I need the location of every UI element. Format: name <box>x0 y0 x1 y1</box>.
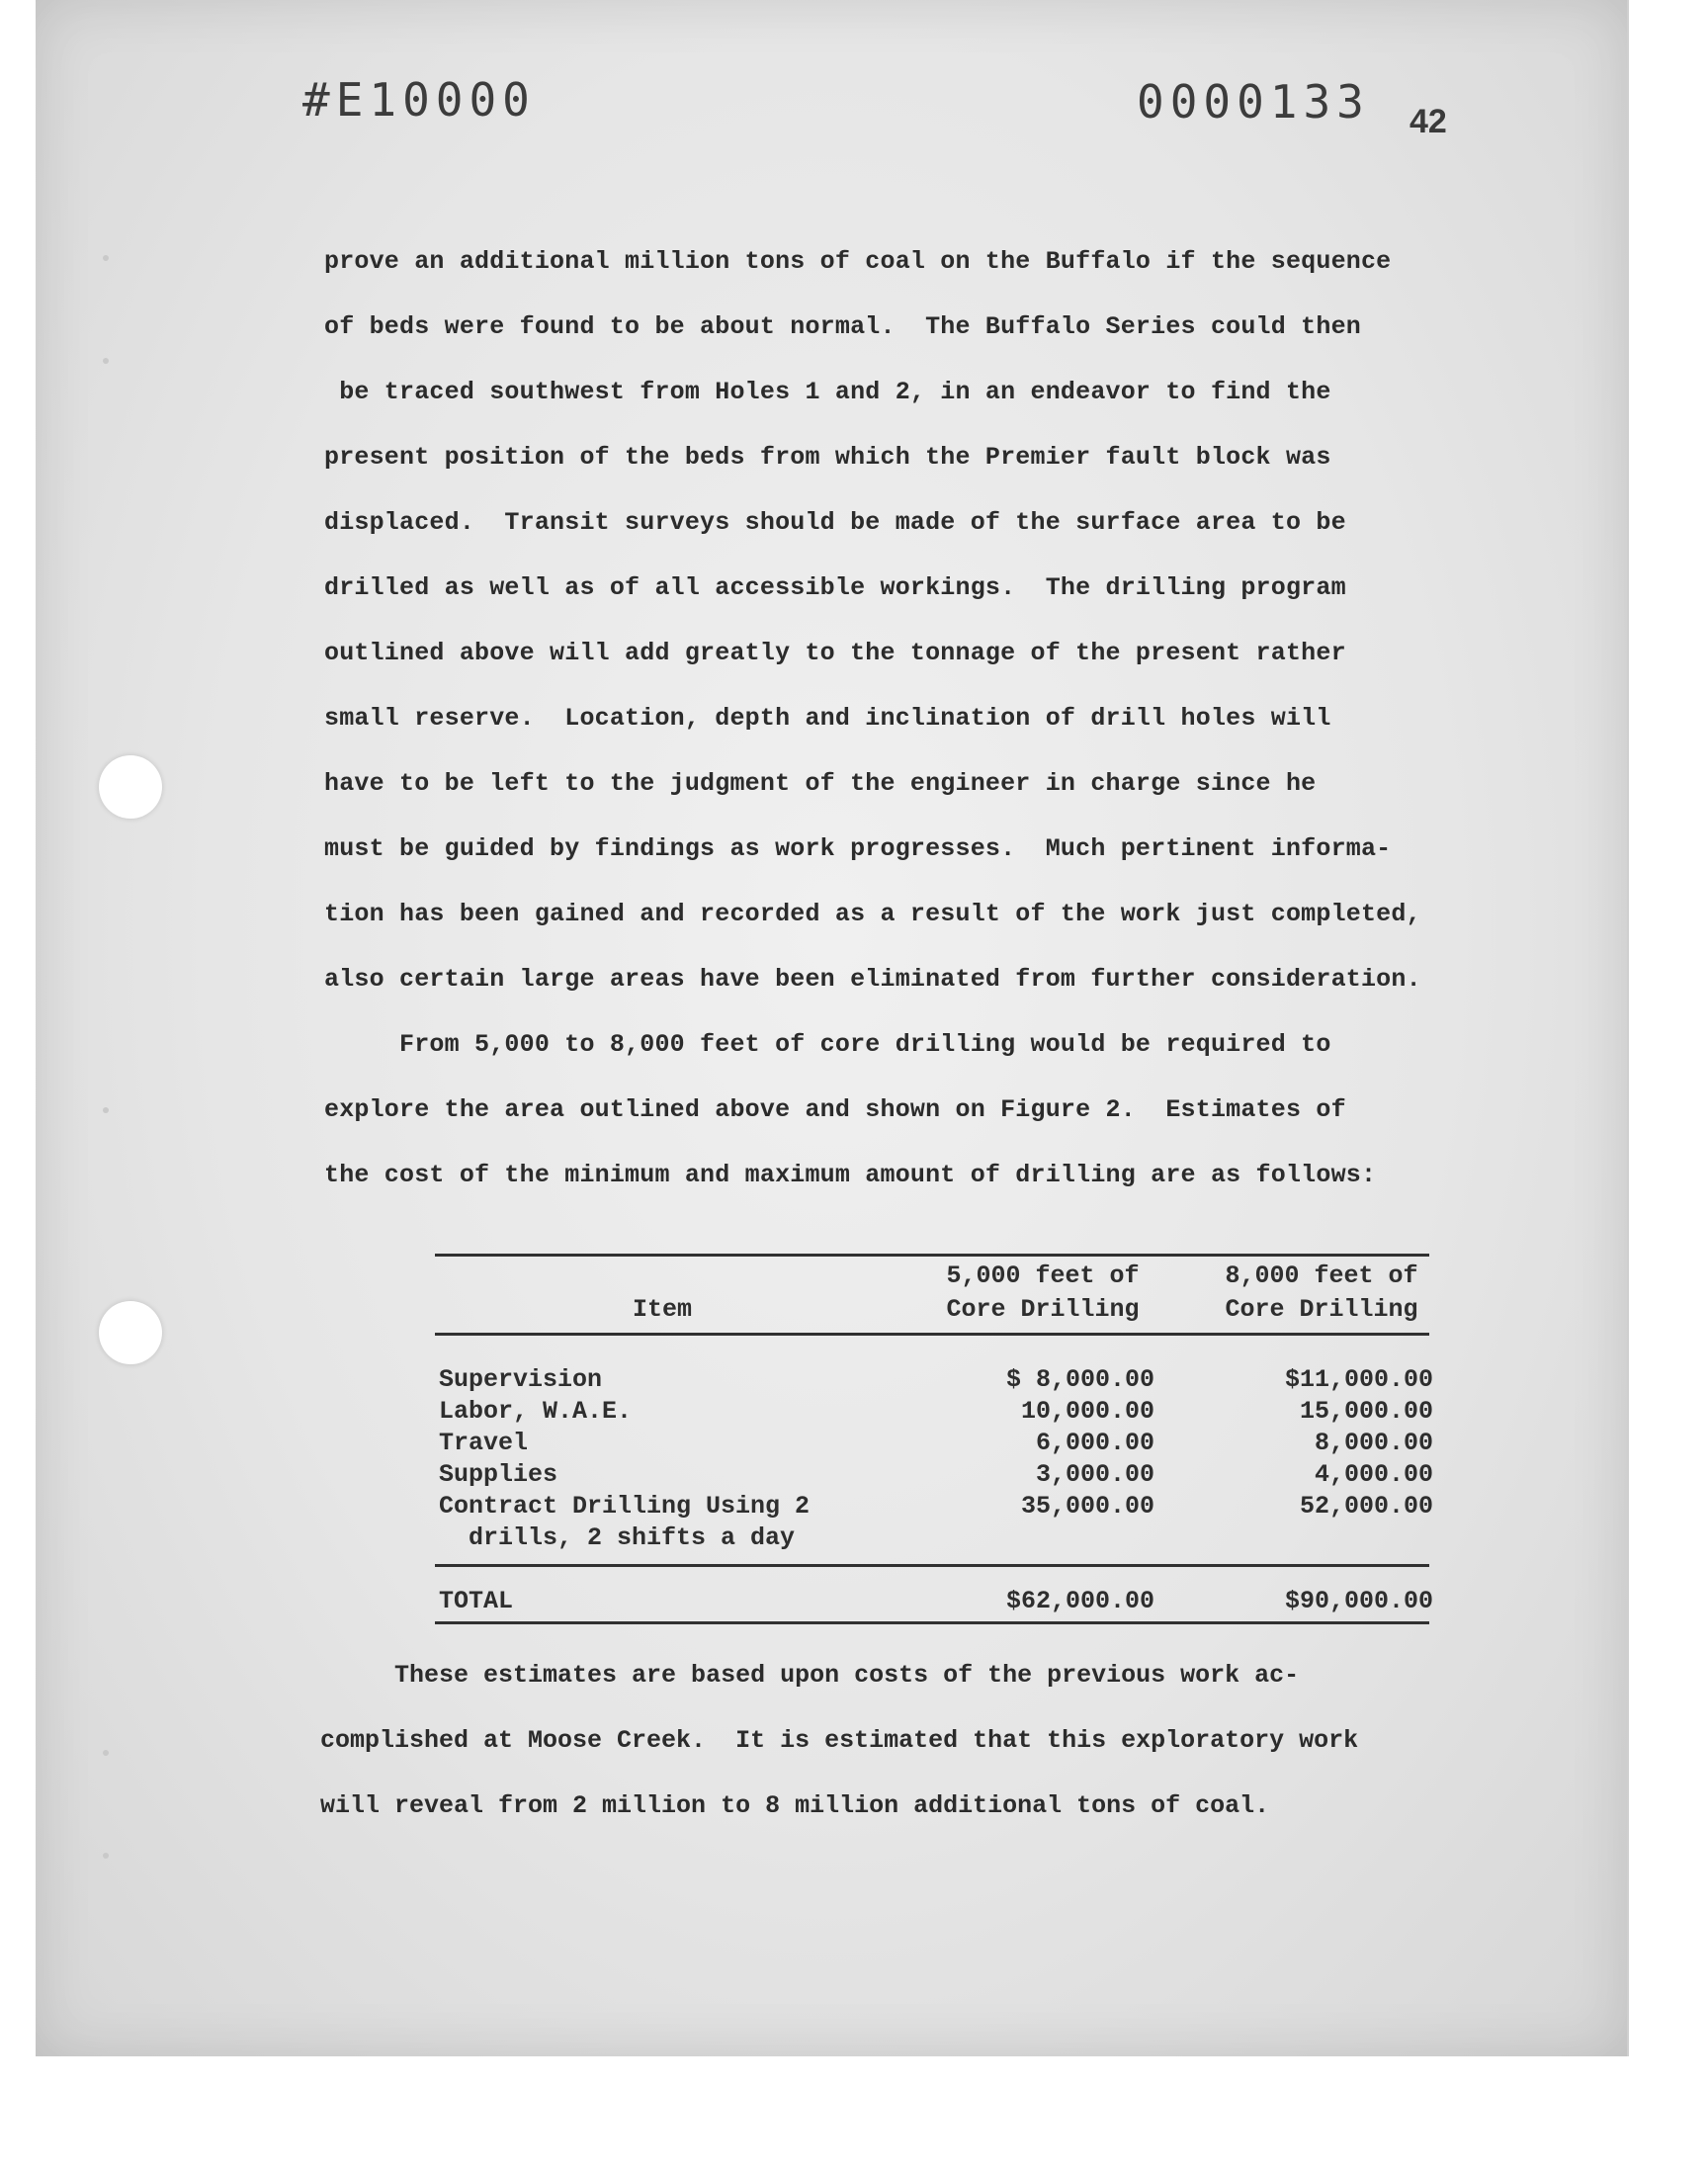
cost-table <box>435 1254 1433 1635</box>
margin-mark <box>103 1107 109 1113</box>
row-value-5000: $ 8,000.00 <box>1005 1365 1154 1394</box>
row-item: Contract Drilling Using 2 <box>439 1492 811 1521</box>
col-header-item: Item <box>632 1295 692 1324</box>
punch-hole-bottom <box>99 1301 162 1364</box>
col-header-8000 <box>1198 1260 1445 1327</box>
body-text <box>324 229 1510 1208</box>
text-line: explore the area outlined above and shown on Figure 2. Estimates of <box>324 1095 1346 1124</box>
col-header-5000 <box>919 1260 1166 1327</box>
text-line: have to be left to the judgment of the engineer in charge since he <box>324 769 1317 798</box>
text-line: the cost of the minimum and maximum amount of drilling are as follows: <box>324 1161 1377 1189</box>
row-value-5000: 6,000.00 <box>1035 1429 1154 1457</box>
row-item-continuation: drills, 2 shifts a day <box>439 1523 796 1552</box>
text-line: small reserve. Location, depth and inclination of drill holes will <box>324 704 1331 733</box>
text-line: also certain large areas have been eliminated from further consideration. <box>324 965 1421 994</box>
page-number: 42 <box>1409 103 1447 140</box>
col-header-5000-line2: Core Drilling <box>946 1295 1140 1324</box>
header-rule <box>435 1333 1429 1336</box>
text-line: tion has been gained and recorded as a result of the work just completed, <box>324 900 1421 928</box>
row-value-8000: 4,000.00 <box>1314 1460 1433 1489</box>
row-value-8000: 8,000.00 <box>1314 1429 1433 1457</box>
col-header-8000-line2: Core Drilling <box>1225 1295 1418 1324</box>
table-top-rule <box>435 1254 1429 1257</box>
row-item: Supervision <box>439 1365 603 1394</box>
page-edge <box>1627 0 1629 2056</box>
text-line: of beds were found to be about normal. The Buffalo Series could then <box>324 312 1361 341</box>
col-header-8000-line1: 8,000 feet of <box>1225 1262 1418 1290</box>
margin-mark <box>103 358 109 364</box>
text-line: complished at Moose Creek. It is estimated that this exploratory work <box>320 1726 1359 1755</box>
text-line: These estimates are based upon costs of the previous work ac- <box>320 1661 1300 1690</box>
row-value-8000: 52,000.00 <box>1299 1492 1433 1521</box>
text-line: displaced. Transit surveys should be made of the surface area to be <box>324 508 1346 537</box>
total-value-5000: $62,000.00 <box>1005 1587 1154 1615</box>
right-stamp: 0000133 <box>1137 75 1370 129</box>
total-label: TOTAL <box>439 1587 514 1615</box>
row-value-8000: 15,000.00 <box>1299 1397 1433 1426</box>
text-line: outlined above will add greatly to the tonnage of the present rather <box>324 639 1346 667</box>
text-line: will reveal from 2 million to 8 million additional tons of coal. <box>320 1791 1270 1820</box>
margin-mark <box>103 1750 109 1756</box>
text-line: prove an additional million tons of coal on the Buffalo if the sequence <box>324 247 1392 276</box>
col-header-5000-line1: 5,000 feet of <box>946 1262 1140 1290</box>
row-value-5000: 35,000.00 <box>1020 1492 1154 1521</box>
total-value-8000: $90,000.00 <box>1284 1587 1433 1615</box>
punch-hole-top <box>99 755 162 819</box>
text-line: must be guided by findings as work progresses. Much pertinent informa- <box>324 834 1392 863</box>
text-line: drilled as well as of all accessible workings. The drilling program <box>324 573 1346 602</box>
total-top-rule <box>435 1564 1429 1567</box>
margin-mark <box>103 255 109 261</box>
text-line: From 5,000 to 8,000 feet of core drilling would be required to <box>324 1030 1331 1059</box>
row-item: Labor, W.A.E. <box>439 1397 633 1426</box>
row-item: Supplies <box>439 1460 558 1489</box>
left-stamp: #E10000 <box>302 73 536 127</box>
table-bottom-rule <box>435 1621 1429 1624</box>
row-value-5000: 10,000.00 <box>1020 1397 1154 1426</box>
text-line: be traced southwest from Holes 1 and 2, in an endeavor to find the <box>324 378 1331 406</box>
row-item: Travel <box>439 1429 529 1457</box>
closing-paragraph <box>320 1643 1526 1839</box>
row-value-5000: 3,000.00 <box>1035 1460 1154 1489</box>
row-value-8000: $11,000.00 <box>1284 1365 1433 1394</box>
margin-mark <box>103 1853 109 1859</box>
text-line: present position of the beds from which the Premier fault block was <box>324 443 1331 472</box>
